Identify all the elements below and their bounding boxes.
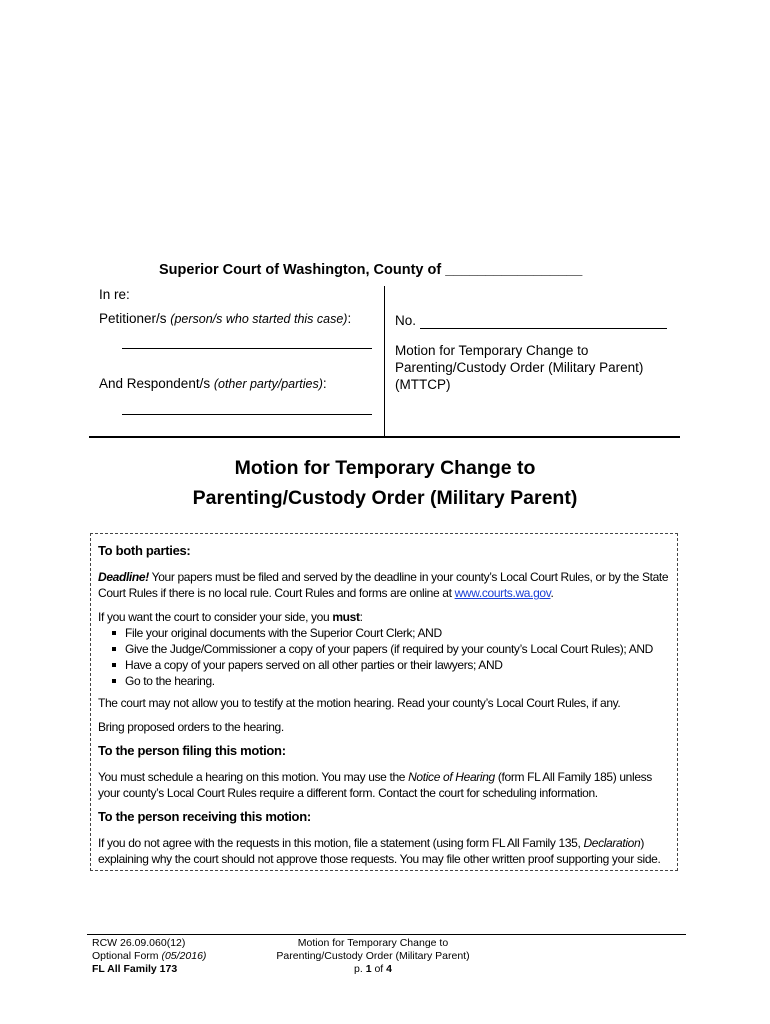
caption-divider (384, 286, 385, 437)
page-prefix: p. (354, 963, 366, 975)
filing-text-1a: You must schedule a hearing on this motion. You may use the (98, 770, 409, 784)
petitioner-colon: : (347, 311, 352, 326)
must-intro-text: If you want the court to consider your side, you (98, 610, 333, 624)
respondent-label (99, 376, 327, 391)
footer-left (92, 937, 206, 976)
page-title (90, 453, 680, 513)
doc-caption-line2: Parenting/Custody Order (Military Parent) (395, 360, 644, 375)
receiving-heading: To the person receiving this motion: (98, 809, 311, 824)
page-total: 4 (386, 963, 392, 975)
list-item: Give the Judge/Commissioner a copy of your papers (if required by your county’s Local Court Rules); AND (98, 641, 653, 657)
deadline-text: Your papers must be filed and served by the deadline in your county’s Local Court Rules, or by the State (148, 570, 669, 584)
page-title-line2: Parenting/Custody Order (Military Parent) (192, 487, 578, 509)
receiving-text-1a: If you do not agree with the requests in this motion, file a statement (using form FL All Family 135, (98, 836, 584, 850)
petitioner-blank-line (122, 348, 372, 349)
deadline-label: Deadline! (98, 570, 149, 584)
respondent-colon: : (322, 376, 327, 391)
petitioner-hint: (person/s who started this case) (170, 312, 348, 326)
page-of: of (371, 963, 387, 975)
case-number-blank-line (420, 328, 667, 329)
link-period: . (550, 586, 554, 600)
footer-title-line2: Parenting/Custody Order (Military Parent) (276, 950, 470, 962)
optional-form-label: Optional Form (92, 950, 162, 962)
filing-text-1b: (form FL All Family 185) unless (494, 770, 652, 784)
must-word: must (332, 610, 360, 624)
receiving-text-2: explaining why the court should not approve those requests. You may file other written proof supporting your side. (98, 852, 661, 866)
footer-optional-form (92, 950, 206, 963)
caption-bottom-rule (89, 436, 680, 438)
receiving-text-1 (98, 835, 644, 851)
footer-rcw: RCW 26.09.060(12) (92, 937, 186, 949)
optional-form-date: (05/2016) (161, 950, 207, 962)
respondent-hint: (other party/parties) (213, 377, 323, 391)
doc-caption-line1: Motion for Temporary Change to (395, 343, 589, 358)
list-item: File your original documents with the Superior Court Clerk; AND (98, 625, 653, 641)
instructions-list (98, 625, 653, 689)
filing-text-2: your county’s Local Court Rules require a different form. Contact the court for scheduling information. (98, 786, 598, 800)
page-number: 1 (365, 963, 372, 975)
page-title-line1: Motion for Temporary Change to (234, 457, 536, 479)
receiving-text-1b: ) (640, 836, 644, 850)
case-number-label: No. (395, 313, 417, 328)
footer-form-id: FL All Family 173 (92, 963, 178, 975)
notice-of-hearing-ref: Notice of Hearing (408, 770, 495, 784)
must-intro (98, 609, 363, 625)
court-header: Superior Court of Washington, County of _________________ (159, 262, 583, 278)
notice-box (90, 533, 678, 871)
respondent-text: And Respondent/s (99, 376, 214, 391)
document-caption (395, 342, 643, 393)
list-item: Go to the hearing. (98, 673, 653, 689)
petitioner-text: Petitioner/s (99, 311, 171, 326)
footer-center (255, 937, 491, 976)
footer-rule (87, 934, 686, 935)
both-parties-heading: To both parties: (98, 543, 191, 558)
in-re-label: In re: (99, 287, 130, 302)
respondent-blank-line (122, 414, 372, 415)
petitioner-label (99, 311, 351, 326)
bring-orders-notice: Bring proposed orders to the hearing. (98, 720, 284, 734)
courts-link[interactable]: www.courts.wa.gov (454, 586, 551, 600)
filing-heading: To the person filing this motion: (98, 743, 286, 758)
testify-notice: The court may not allow you to testify at the motion hearing. Read your county’s Local Court Rules, if any. (98, 696, 621, 710)
deadline-line-2 (98, 585, 553, 601)
declaration-ref: Declaration (583, 836, 641, 850)
page-indicator (255, 963, 491, 976)
must-colon: : (359, 610, 363, 624)
doc-caption-code: (MTTCP) (395, 377, 451, 392)
filing-text-1 (98, 769, 652, 785)
deadline-line-1 (98, 569, 668, 585)
deadline-text-2: Court Rules if there is no local rule. Court Rules and forms are online at (98, 586, 455, 600)
list-item: Have a copy of your papers served on all other parties or their lawyers; AND (98, 657, 653, 673)
footer-title-line1: Motion for Temporary Change to (297, 937, 449, 949)
